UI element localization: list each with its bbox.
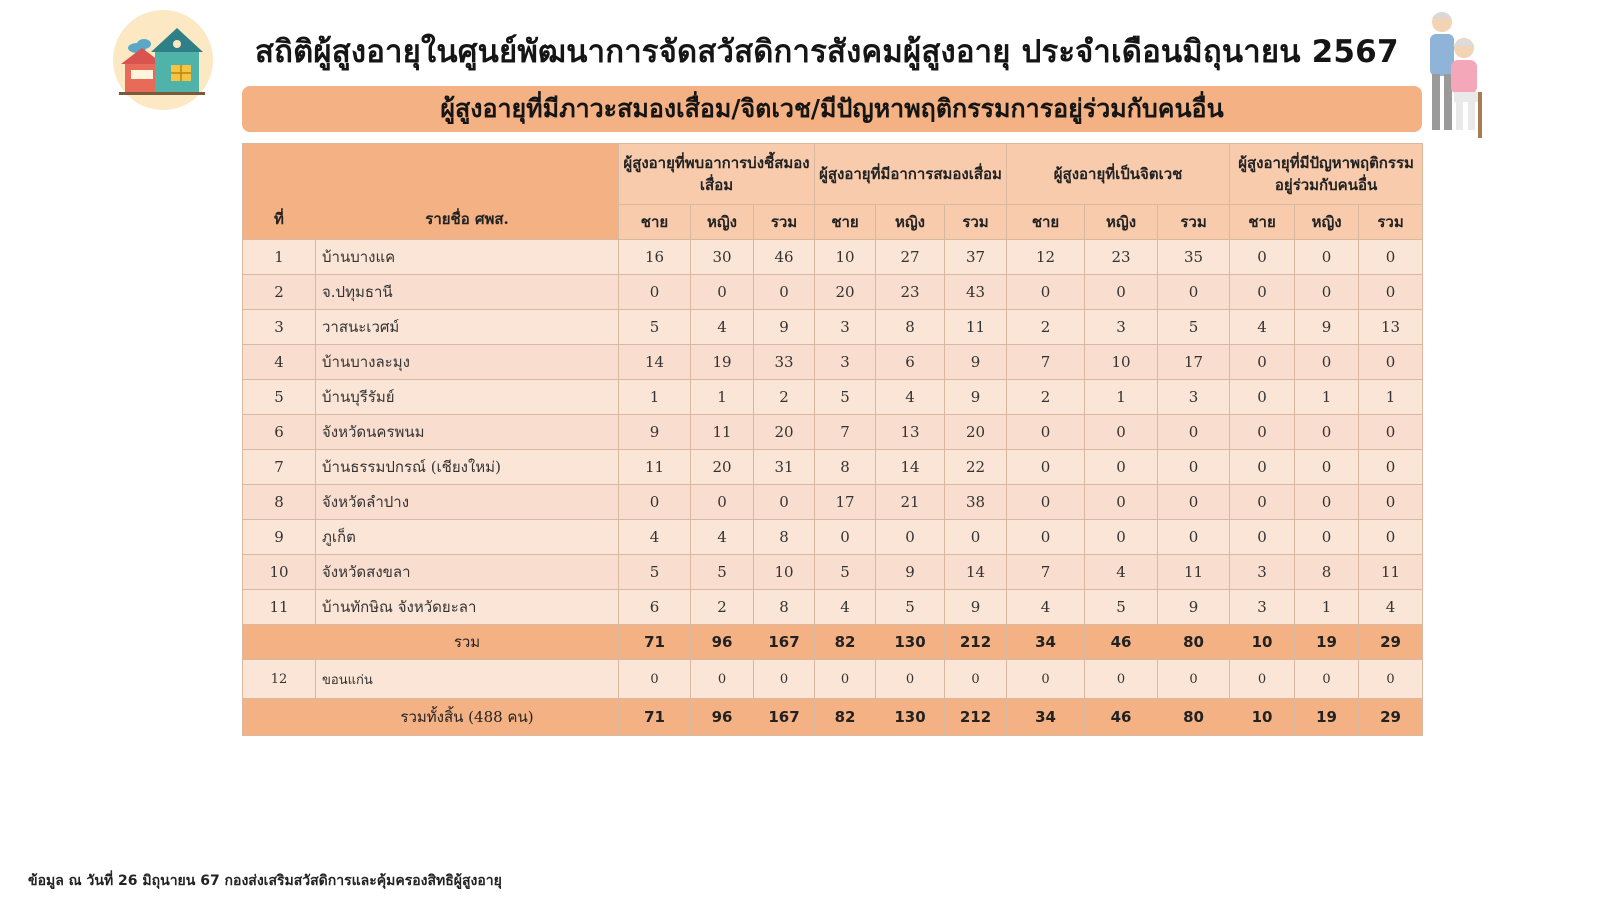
- subtotal-value: 82: [815, 625, 876, 660]
- value-cell: 5: [1085, 590, 1158, 625]
- value-cell: 2: [754, 380, 815, 415]
- value-cell: 9: [1295, 310, 1359, 345]
- value-cell: 0: [1295, 660, 1359, 699]
- table-body: [243, 240, 1423, 736]
- value-cell: 16: [619, 240, 691, 275]
- row-number: 9: [243, 520, 316, 555]
- value-cell: 22: [945, 450, 1007, 485]
- value-cell: 20: [754, 415, 815, 450]
- value-cell: 5: [619, 555, 691, 590]
- value-cell: 0: [1158, 450, 1230, 485]
- value-cell: 19: [691, 345, 754, 380]
- table-row: [243, 415, 1423, 450]
- table-row: [243, 555, 1423, 590]
- value-cell: 0: [1230, 450, 1295, 485]
- row-number: 8: [243, 485, 316, 520]
- value-cell: 12: [1007, 240, 1085, 275]
- row-number: 12: [243, 660, 316, 699]
- value-cell: 0: [1230, 380, 1295, 415]
- value-cell: 1: [619, 380, 691, 415]
- value-cell: 0: [1230, 660, 1295, 699]
- value-cell: 20: [691, 450, 754, 485]
- value-cell: 0: [1085, 275, 1158, 310]
- subtotal-value: 71: [619, 625, 691, 660]
- value-cell: 23: [876, 275, 945, 310]
- value-cell: 0: [1359, 485, 1423, 520]
- value-cell: 0: [1359, 275, 1423, 310]
- row-number: 3: [243, 310, 316, 345]
- center-name: ภูเก็ต: [316, 520, 619, 555]
- center-name: บ้านบุรีรัมย์: [316, 380, 619, 415]
- table-row: [243, 520, 1423, 555]
- header-group-psychiatric: ผู้สูงอายุที่เป็นจิตเวช: [1007, 144, 1230, 205]
- grand-total-label: รวมทั้งสิ้น (488 คน): [316, 699, 619, 736]
- value-cell: 0: [1230, 240, 1295, 275]
- value-cell: 46: [754, 240, 815, 275]
- subtotal-value: 46: [1085, 625, 1158, 660]
- grand-total-value: 167: [754, 699, 815, 736]
- value-cell: 0: [1158, 485, 1230, 520]
- value-cell: 0: [1359, 345, 1423, 380]
- value-cell: 17: [1158, 345, 1230, 380]
- value-cell: 1: [1295, 590, 1359, 625]
- value-cell: 9: [876, 555, 945, 590]
- grand-total-value: 71: [619, 699, 691, 736]
- table-row: [243, 590, 1423, 625]
- header-group-dementia: ผู้สูงอายุที่มีอาการสมองเสื่อม: [815, 144, 1007, 205]
- value-cell: 7: [815, 415, 876, 450]
- value-cell: 3: [1085, 310, 1158, 345]
- value-cell: 0: [1295, 415, 1359, 450]
- value-cell: 7: [1007, 345, 1085, 380]
- table-row: [243, 310, 1423, 345]
- value-cell: 0: [1359, 450, 1423, 485]
- value-cell: 0: [619, 485, 691, 520]
- subtotal-empty: [243, 625, 316, 660]
- center-name: บ้านบางแค: [316, 240, 619, 275]
- value-cell: 0: [815, 660, 876, 699]
- center-name: จังหวัดนครพนม: [316, 415, 619, 450]
- value-cell: 6: [876, 345, 945, 380]
- sub-header-female: หญิง: [691, 205, 754, 240]
- value-cell: 13: [876, 415, 945, 450]
- value-cell: 0: [1158, 415, 1230, 450]
- value-cell: 8: [815, 450, 876, 485]
- value-cell: 10: [815, 240, 876, 275]
- value-cell: 0: [876, 520, 945, 555]
- header-name: รายชื่อ ศพส.: [316, 144, 619, 240]
- subtitle-banner: [242, 86, 1422, 132]
- table-row: [243, 240, 1423, 275]
- row-number: 11: [243, 590, 316, 625]
- value-cell: 7: [1007, 555, 1085, 590]
- value-cell: 0: [1230, 520, 1295, 555]
- center-name: บ้านทักษิณ จังหวัดยะลา: [316, 590, 619, 625]
- subtotal-value: 10: [1230, 625, 1295, 660]
- value-cell: 11: [1158, 555, 1230, 590]
- grand-total-value: 130: [876, 699, 945, 736]
- value-cell: 0: [1359, 240, 1423, 275]
- value-cell: 8: [754, 520, 815, 555]
- value-cell: 0: [945, 520, 1007, 555]
- center-name: จ.ปทุมธานี: [316, 275, 619, 310]
- value-cell: 0: [1295, 485, 1359, 520]
- row-number: 4: [243, 345, 316, 380]
- value-cell: 6: [619, 590, 691, 625]
- value-cell: 4: [815, 590, 876, 625]
- value-cell: 0: [1295, 275, 1359, 310]
- value-cell: 37: [945, 240, 1007, 275]
- statistics-table-container: [242, 143, 1422, 736]
- table-row: [243, 450, 1423, 485]
- grand-total-value: 96: [691, 699, 754, 736]
- value-cell: 38: [945, 485, 1007, 520]
- value-cell: 10: [754, 555, 815, 590]
- row-number: 1: [243, 240, 316, 275]
- sub-header-total: รวม: [1158, 205, 1230, 240]
- value-cell: 11: [945, 310, 1007, 345]
- footer-note: ข้อมูล ณ วันที่ 26 มิถุนายน 67 กองส่งเสริมสวัสดิการและคุ้มครองสิทธิผู้สูงอายุ: [28, 873, 502, 889]
- value-cell: 17: [815, 485, 876, 520]
- row-number: 2: [243, 275, 316, 310]
- value-cell: 0: [1007, 520, 1085, 555]
- value-cell: 3: [1158, 380, 1230, 415]
- value-cell: 3: [815, 345, 876, 380]
- sub-header-male: ชาย: [815, 205, 876, 240]
- value-cell: 0: [945, 660, 1007, 699]
- statistics-table: [242, 143, 1423, 736]
- row-number: 6: [243, 415, 316, 450]
- value-cell: 0: [1359, 415, 1423, 450]
- value-cell: 9: [754, 310, 815, 345]
- value-cell: 0: [1295, 450, 1359, 485]
- header-group-behavior: ผู้สูงอายุที่มีปัญหาพฤติกรรมอยู่ร่วมกับคนอื่น: [1230, 144, 1423, 205]
- value-cell: 4: [1085, 555, 1158, 590]
- value-cell: 0: [1359, 660, 1423, 699]
- value-cell: 11: [1359, 555, 1423, 590]
- value-cell: 8: [754, 590, 815, 625]
- page-title: สถิติผู้สูงอายุในศูนย์พัฒนาการจัดสวัสดิการสังคมผู้สูงอายุ ประจำเดือนมิถุนายน 2567: [255, 34, 1399, 70]
- grand-total-value: 46: [1085, 699, 1158, 736]
- value-cell: 4: [1359, 590, 1423, 625]
- center-name: ขอนแก่น: [316, 660, 619, 699]
- grand-total-empty: [243, 699, 316, 736]
- sub-header-male: ชาย: [619, 205, 691, 240]
- subtotal-value: 167: [754, 625, 815, 660]
- value-cell: 0: [1230, 485, 1295, 520]
- value-cell: 21: [876, 485, 945, 520]
- value-cell: 2: [691, 590, 754, 625]
- house-icon: [113, 10, 213, 110]
- value-cell: 5: [815, 380, 876, 415]
- subtotal-label: รวม: [316, 625, 619, 660]
- value-cell: 0: [1295, 345, 1359, 380]
- value-cell: 13: [1359, 310, 1423, 345]
- value-cell: 2: [1007, 380, 1085, 415]
- value-cell: 9: [619, 415, 691, 450]
- value-cell: 0: [815, 520, 876, 555]
- sub-header-total: รวม: [754, 205, 815, 240]
- table-row: [243, 485, 1423, 520]
- value-cell: 0: [1158, 275, 1230, 310]
- sub-header-male: ชาย: [1230, 205, 1295, 240]
- grand-total-value: 34: [1007, 699, 1085, 736]
- value-cell: 0: [691, 660, 754, 699]
- value-cell: 0: [1158, 660, 1230, 699]
- value-cell: 8: [1295, 555, 1359, 590]
- value-cell: 4: [691, 310, 754, 345]
- value-cell: 0: [691, 275, 754, 310]
- value-cell: 3: [1230, 555, 1295, 590]
- value-cell: 0: [619, 660, 691, 699]
- value-cell: 4: [1007, 590, 1085, 625]
- row-number: 5: [243, 380, 316, 415]
- value-cell: 4: [691, 520, 754, 555]
- row-number: 7: [243, 450, 316, 485]
- subtotal-value: 29: [1359, 625, 1423, 660]
- value-cell: 1: [1085, 380, 1158, 415]
- value-cell: 0: [1295, 520, 1359, 555]
- value-cell: 0: [1085, 450, 1158, 485]
- value-cell: 14: [876, 450, 945, 485]
- value-cell: 0: [754, 660, 815, 699]
- elderly-couple-illustration: [1418, 8, 1490, 143]
- value-cell: 0: [1007, 450, 1085, 485]
- center-name: บ้านบางละมุง: [316, 345, 619, 380]
- grand-total-value: 82: [815, 699, 876, 736]
- value-cell: 20: [945, 415, 1007, 450]
- value-cell: 4: [619, 520, 691, 555]
- value-cell: 0: [1007, 415, 1085, 450]
- value-cell: 11: [691, 415, 754, 450]
- grand-total-row: [243, 699, 1423, 736]
- subtotal-value: 19: [1295, 625, 1359, 660]
- sub-header-total: รวม: [1359, 205, 1423, 240]
- row-number: 10: [243, 555, 316, 590]
- value-cell: 0: [691, 485, 754, 520]
- center-name: จังหวัดสงขลา: [316, 555, 619, 590]
- value-cell: 3: [815, 310, 876, 345]
- value-cell: 3: [1230, 590, 1295, 625]
- value-cell: 5: [876, 590, 945, 625]
- value-cell: 0: [1230, 275, 1295, 310]
- grand-total-value: 212: [945, 699, 1007, 736]
- value-cell: 20: [815, 275, 876, 310]
- value-cell: 0: [1085, 415, 1158, 450]
- value-cell: 0: [1158, 520, 1230, 555]
- sub-header-female: หญิง: [1085, 205, 1158, 240]
- center-name: วาสนะเวศม์: [316, 310, 619, 345]
- value-cell: 33: [754, 345, 815, 380]
- header-no: ที่: [243, 144, 316, 240]
- value-cell: 0: [754, 275, 815, 310]
- value-cell: 1: [1295, 380, 1359, 415]
- value-cell: 11: [619, 450, 691, 485]
- value-cell: 0: [1359, 520, 1423, 555]
- value-cell: 0: [1007, 660, 1085, 699]
- value-cell: 9: [1158, 590, 1230, 625]
- value-cell: 1: [1359, 380, 1423, 415]
- value-cell: 0: [1085, 485, 1158, 520]
- value-cell: 31: [754, 450, 815, 485]
- subtitle-text: ผู้สูงอายุที่มีภาวะสมองเสื่อม/จิตเวช/มีปัญหาพฤติกรรมการอยู่ร่วมกับคนอื่น: [440, 94, 1224, 123]
- subtotal-value: 96: [691, 625, 754, 660]
- value-cell: 0: [619, 275, 691, 310]
- subtotal-value: 34: [1007, 625, 1085, 660]
- value-cell: 0: [754, 485, 815, 520]
- value-cell: 5: [691, 555, 754, 590]
- header-group-indicative: ผู้สูงอายุที่พบอาการบ่งชี้สมองเสื่อม: [619, 144, 815, 205]
- value-cell: 0: [1007, 275, 1085, 310]
- value-cell: 5: [1158, 310, 1230, 345]
- value-cell: 0: [1230, 345, 1295, 380]
- table-row: [243, 660, 1423, 699]
- center-name: จังหวัดลำปาง: [316, 485, 619, 520]
- value-cell: 0: [1085, 520, 1158, 555]
- table-row: [243, 380, 1423, 415]
- value-cell: 10: [1085, 345, 1158, 380]
- grand-total-value: 10: [1230, 699, 1295, 736]
- value-cell: 0: [876, 660, 945, 699]
- grand-total-value: 29: [1359, 699, 1423, 736]
- subtotal-value: 80: [1158, 625, 1230, 660]
- value-cell: 4: [1230, 310, 1295, 345]
- value-cell: 0: [1085, 660, 1158, 699]
- table-row: [243, 345, 1423, 380]
- subtotal-value: 212: [945, 625, 1007, 660]
- value-cell: 0: [1007, 485, 1085, 520]
- value-cell: 35: [1158, 240, 1230, 275]
- value-cell: 14: [945, 555, 1007, 590]
- value-cell: 9: [945, 380, 1007, 415]
- value-cell: 27: [876, 240, 945, 275]
- value-cell: 14: [619, 345, 691, 380]
- value-cell: 23: [1085, 240, 1158, 275]
- value-cell: 5: [619, 310, 691, 345]
- value-cell: 43: [945, 275, 1007, 310]
- value-cell: 9: [945, 590, 1007, 625]
- value-cell: 0: [1295, 240, 1359, 275]
- grand-total-value: 19: [1295, 699, 1359, 736]
- sub-header-female: หญิง: [876, 205, 945, 240]
- subtotal-row: [243, 625, 1423, 660]
- value-cell: 30: [691, 240, 754, 275]
- sub-header-male: ชาย: [1007, 205, 1085, 240]
- center-name: บ้านธรรมปกรณ์ (เชียงใหม่): [316, 450, 619, 485]
- value-cell: 0: [1230, 415, 1295, 450]
- grand-total-value: 80: [1158, 699, 1230, 736]
- subtotal-value: 130: [876, 625, 945, 660]
- value-cell: 9: [945, 345, 1007, 380]
- value-cell: 4: [876, 380, 945, 415]
- sub-header-total: รวม: [945, 205, 1007, 240]
- value-cell: 8: [876, 310, 945, 345]
- table-row: [243, 275, 1423, 310]
- value-cell: 2: [1007, 310, 1085, 345]
- sub-header-female: หญิง: [1295, 205, 1359, 240]
- value-cell: 1: [691, 380, 754, 415]
- value-cell: 5: [815, 555, 876, 590]
